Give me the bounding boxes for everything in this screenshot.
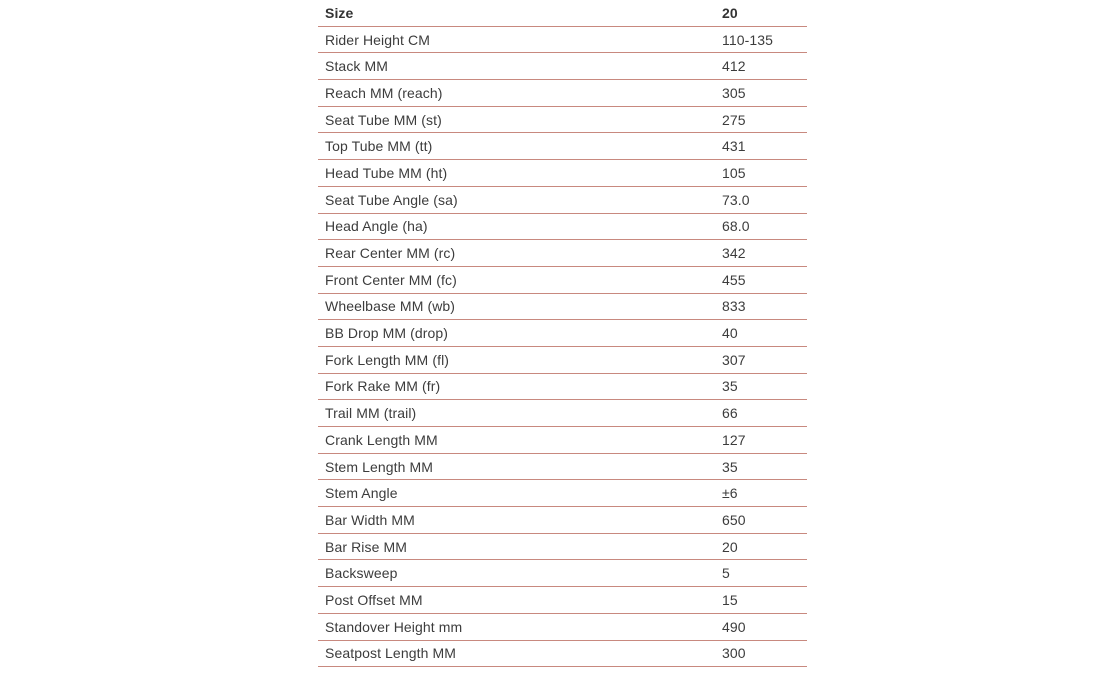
- row-label: Trail MM (trail): [325, 405, 417, 422]
- row-label: Stem Angle: [325, 485, 398, 502]
- table-row: [318, 27, 807, 54]
- row-value: 35: [722, 378, 738, 395]
- row-label: Head Angle (ha): [325, 218, 428, 235]
- row-label: Front Center MM (fc): [325, 271, 457, 288]
- table-header-size-label: Size: [325, 4, 354, 21]
- table-row: [318, 240, 807, 267]
- row-value: 650: [722, 511, 746, 528]
- row-value: 73.0: [722, 191, 750, 208]
- row-value: 412: [722, 58, 746, 75]
- row-label: Wheelbase MM (wb): [325, 298, 456, 315]
- row-label: Backsweep: [325, 565, 398, 582]
- row-label: Post Offset MM: [325, 591, 423, 608]
- row-label: Reach MM (reach): [325, 84, 443, 101]
- row-label: Rider Height CM: [325, 31, 430, 48]
- row-value: 431: [722, 138, 746, 155]
- table-row: [318, 587, 807, 614]
- row-value: 20: [722, 538, 738, 555]
- row-value: 110-135: [722, 31, 774, 48]
- table-row: [318, 480, 807, 507]
- table-row: [318, 427, 807, 454]
- table-row: [318, 107, 807, 134]
- row-value: 127: [722, 431, 746, 448]
- row-value: 5: [722, 565, 730, 582]
- row-label: Seatpost Length MM: [325, 645, 456, 662]
- row-value: 15: [722, 591, 738, 608]
- table-body: [318, 27, 807, 668]
- row-label: Top Tube MM (tt): [325, 138, 433, 155]
- row-value: 455: [722, 271, 746, 288]
- table-row: [318, 641, 807, 668]
- row-value: 35: [722, 458, 738, 475]
- table-header-row: [318, 0, 807, 27]
- table-row: [318, 614, 807, 641]
- table-header-size-value: 20: [722, 4, 738, 21]
- row-value: 490: [722, 618, 746, 635]
- row-value: 342: [722, 245, 746, 262]
- row-label: Fork Rake MM (fr): [325, 378, 441, 395]
- row-value: 300: [722, 645, 746, 662]
- table-row: [318, 560, 807, 587]
- table-row: [318, 214, 807, 241]
- row-label: Fork Length MM (fl): [325, 351, 450, 368]
- row-value: 105: [722, 164, 746, 181]
- row-value: 66: [722, 405, 738, 422]
- row-label: Seat Tube MM (st): [325, 111, 442, 128]
- table-row: [318, 267, 807, 294]
- row-value: 833: [722, 298, 746, 315]
- row-label: Crank Length MM: [325, 431, 438, 448]
- table-row: [318, 294, 807, 321]
- geometry-spec-table: [318, 0, 807, 667]
- row-label: BB Drop MM (drop): [325, 325, 449, 342]
- row-label: Bar Width MM: [325, 511, 415, 528]
- table-row: [318, 534, 807, 561]
- row-value: 305: [722, 84, 746, 101]
- row-value: 275: [722, 111, 746, 128]
- row-value: 68.0: [722, 218, 750, 235]
- row-label: Stack MM: [325, 58, 389, 75]
- row-label: Stem Length MM: [325, 458, 433, 475]
- row-label: Seat Tube Angle (sa): [325, 191, 458, 208]
- table-row: [318, 347, 807, 374]
- table-row: [318, 160, 807, 187]
- table-row: [318, 53, 807, 80]
- table-row: [318, 133, 807, 160]
- table-row: [318, 507, 807, 534]
- row-label: Bar Rise MM: [325, 538, 407, 555]
- table-row: [318, 187, 807, 214]
- row-value: 307: [722, 351, 746, 368]
- row-label: Rear Center MM (rc): [325, 245, 456, 262]
- row-value: ±6: [722, 485, 738, 502]
- row-value: 40: [722, 325, 738, 342]
- table-row: [318, 454, 807, 481]
- table-row: [318, 320, 807, 347]
- table-row: [318, 80, 807, 107]
- row-label: Head Tube MM (ht): [325, 164, 448, 181]
- table-row: [318, 400, 807, 427]
- table-row: [318, 374, 807, 401]
- row-label: Standover Height mm: [325, 618, 463, 635]
